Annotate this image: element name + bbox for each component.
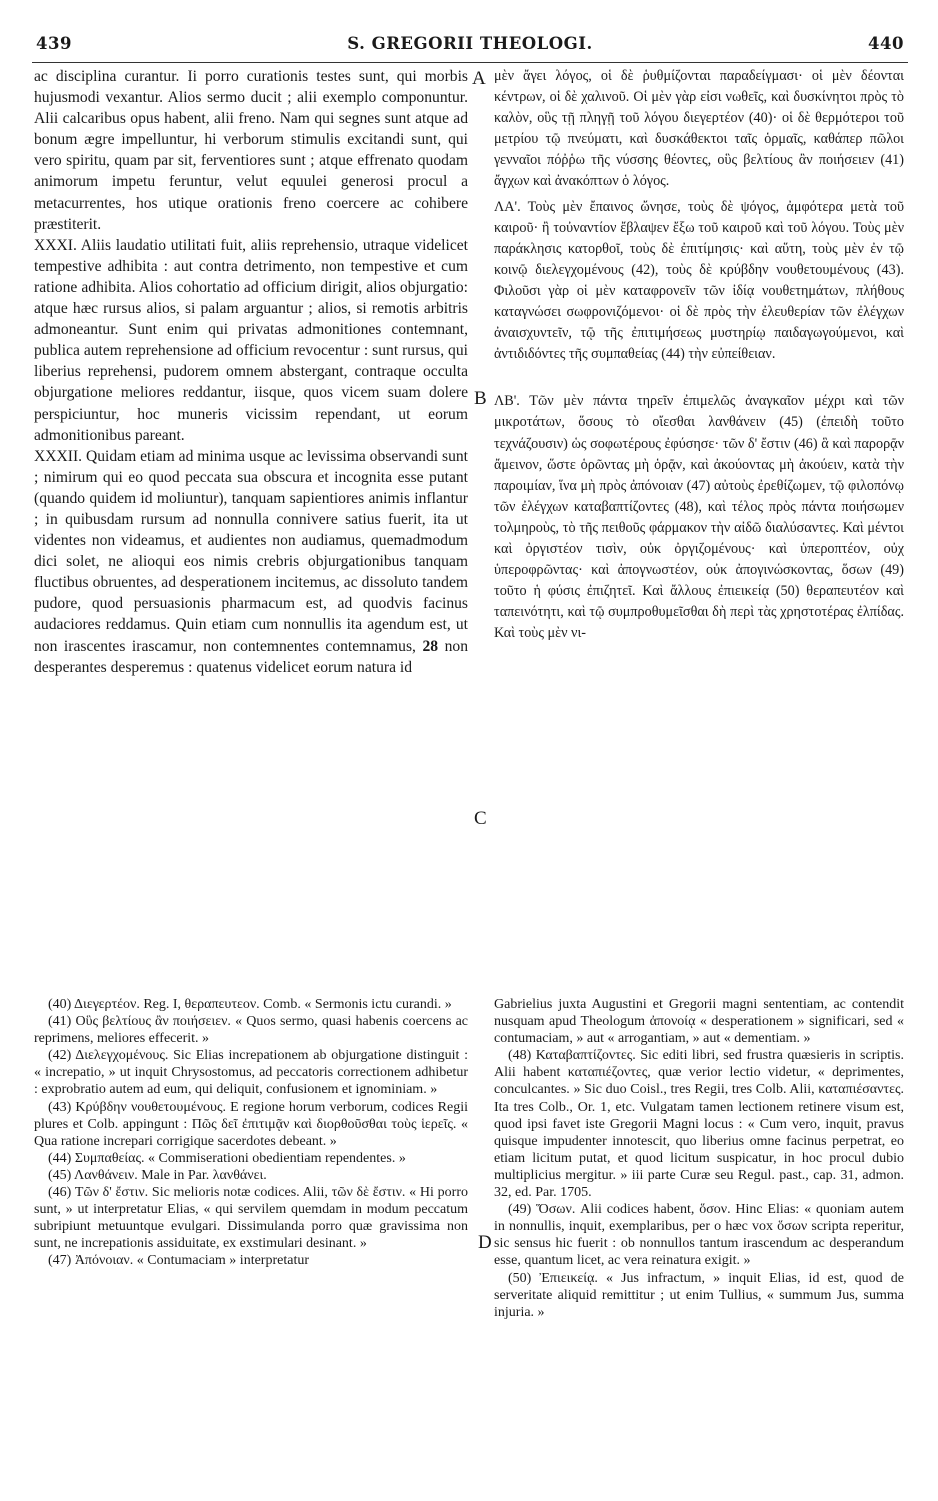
running-header	[36, 34, 904, 58]
footnotes-right	[494, 996, 904, 1486]
greek-column	[494, 66, 904, 978]
running-title: S. GREGORII THEOLOGI.	[347, 34, 593, 53]
greek-paragraph-1: μὲν ἄγει λόγος, οἱ δὲ ῥυθμίζονται παραδείγμασι· οἱ μὲν δέονται κέντρων, οἱ δὲ χαλινοῦ. Οἱ μὲν γὰρ εἰσι νωθεῖς, καὶ δυσκίνητοι πρὸς τὸ καλὸν, οὓς τῇ πληγῇ τοῦ λόγου διεγερτέον (40)· οἱ δὲ θερμότεροι τοῦ μετρίου τῷ πνεύματι, καὶ δυσκάθεκτοι ταῖς ὁρμαῖς, καθάπερ πῶλοι γενναῖοι πόῤῥω τῆς νύσσης θέοντες, οὓς βελτίους ἂν ποιήσειεν (41) ἄγχων καὶ ἀνακόπτων ὁ λόγος.	[494, 68, 904, 190]
latin-paragraph-xxxi: XXXI. Aliis laudatio utilitati fuit, aliis reprehensio, utraque videlicet tempestive adhibita : aut contra detrimento, non tempestive et cum ratione adhibita. Alios cohortatio ad officium dirigit, alios objurgatio: atque hæc rursus alios, si palam arguantur ; alios, si remotis arbitris admoneantur. Sunt enim qui privatas admonitiones contemnant, publica autem reprehensione ad officium revocentur : sunt rursus, qui liberius reprehensi, pudorem omnem abstergant, contraque occulta objurgatione meliores reddantur, iisque, quos vicem suam dolere perspiciuntur, hoc muneris vicissim rependant, ut eorum admonitionibus pareant.	[34, 236, 468, 444]
footnote-42: (42) Διελεγχομένους. Sic Elias increpationem ab objurgatione distinguit : « increpatio, » ut inquit Chrysostomus, ad peccatoris correctionem adhibetur : exprobratio autem ad eum, qui deliquit, confusionem et ignominiam. »	[34, 1048, 468, 1098]
spacer	[494, 365, 904, 391]
page-number-right: 440	[868, 34, 904, 53]
footnote-48: (48) Καταβαπτίζοντες. Sic editi libri, sed frustra quæsieris in scriptis. Alii habent καταπιέζοντες, quæ verior lectio videtur, « deprimentes, conculcantes. » Sic duo Coisl., tres Regii, tres Colb. Alii, καταπιέσαντες. Ita tres Colb., Or. 1, etc. Vulgatam tamen lectionem retinere visum est, quod ipsi favet iste Gregorii Magni locus : « Cum vero, inquit, pravus quisque impudenter innotescit, quo liberius omne facinus perpetrat, eo etiam licitum putat, et quod licitum suspicatur, in hoc procul dubio multiplicius mergitur. » iii parte Curæ seu Regul. past., cap. 31, admon. 32, ed. Par. 1705.	[494, 1048, 904, 1201]
margin-number: 28	[422, 637, 439, 655]
greek-paragraph-la: ΛΑ'. Τοὺς μὲν ἔπαινος ὤνησε, τοὺς δὲ ψόγος, ἀμφότερα μετὰ τοῦ καιροῦ· ἢ τοὐναντίον ἔβλαψεν ἔξω τοῦ καιροῦ καὶ τοῦ λόγου. Τοὺς μὲν παράκλησις κατορθοῖ, τοὺς δὲ ἐπιτίμησις· καὶ αὕτη, τοὺς μὲν ἐν τῷ κοινῷ διελεγχομένους (42), τοὺς δὲ κρύβδην νουθετουμένους (43). Φιλοῦσι γὰρ οἱ μὲν καταφρονεῖν τῶν ἰδίᾳ νουθετημάτων, πλήθους καταγνώσει σωφρονιζόμενοι· οἱ δὲ πρὸς τὴν ἐλευθερίαν τῶν ἐλέγχων ἀναισχυντεῖν, τῷ τῆς ἐπιτιμήσεως μυστηρίῳ παιδαγωγούμενοι, καὶ ἀντιδιδόντες τῆς συμπαθείας (44) τὴν εὐπείθειαν.	[494, 198, 904, 363]
margin-marker-a: A	[472, 68, 486, 89]
footnote-44: (44) Συμπαθείας. « Commiserationi obedientiam rependentes. »	[48, 1150, 406, 1166]
footnote-50: (50) Ἐπιεικείᾳ. « Jus infractum, » inquit Elias, id est, quod de serveritate aliquid remittitur ; ut enim Tullius, « summum Jus, summa injuria. »	[494, 1270, 904, 1320]
footnote-41: (41) Οὓς βελτίους ἂν ποιήσειεν. « Quos sermo, quasi habenis coercens ac reprimens, meliores effecerit. »	[34, 1014, 468, 1047]
footnotes-left	[34, 996, 468, 1486]
footnote-49: (49) Ὅσων. Alii codices habent, ὅσον. Hinc Elias: « quoniam autem in nonnullis, inquit, exemplaribus, per o hæc vox ὅσων scripta reperitur, sic sensus hic fuerit : ob nonnullos tantum irascendum ac desperandum esse, quantum licet, ac vera reinatura exigit. »	[494, 1202, 904, 1269]
latin-column	[34, 66, 468, 978]
latin-paragraph-xxxii	[34, 446, 468, 678]
page-number-left: 439	[36, 34, 72, 53]
footnote-47: (47) Ἀπόνοιαν. « Contumaciam » interpretatur	[48, 1253, 309, 1269]
latin-text: non desperantes desperemus : quatenus videlicet eorum natura id	[34, 637, 468, 676]
footnote-40: (40) Διεγερτέον. Reg. I, θεραπευτεον. Comb. « Sermonis ictu curandi. »	[48, 997, 452, 1012]
margin-marker-d: D	[478, 1232, 492, 1253]
margin-marker-c: C	[474, 808, 487, 829]
footnote-47-cont: Gabrielius juxta Augustini et Gregorii magni sententiam, ac contendit nusquam apud Theologum ἀπονοίᾳ « desperationem » significari, sed « contumaciam, » aut « arrogantiam, » aut « dementiam. »	[494, 997, 904, 1047]
header-rule	[32, 62, 908, 63]
footnote-43: (43) Κρύβδην νουθετουμένους. E regione horum verborum, codices Regii plures et Colb. appingunt : Πῶς δεῖ ἐπιτιμᾷν καὶ διορθοῦσθαι τοὺς ἱερεῖς. « Qua ratione increpari corrigique sacerdotes debeant. »	[34, 1099, 468, 1149]
latin-paragraph-1: ac disciplina curantur. Ii porro curationis testes sunt, qui morbis hujusmodi vexantur. Alios sermo ducit ; alii exemplo componuntur. Alii calcaribus opus habent, alii freno. Nam qui segnes sunt atque ad bonum ægre impelluntur, hi verborum stimulis excitandi sunt, qui vero spiritu, quam par sit, ferventiores sunt ; atque effrenato quodam animorum impetu feruntur, velut equulei generosi procul a metacurrentes, hos utique orationis freno coercere ac cohibere præstiterit.	[34, 68, 468, 233]
margin-marker-b: B	[474, 388, 487, 409]
footnote-45: (45) Λανθάνειν. Male in Par. λανθάνει.	[48, 1167, 267, 1183]
greek-paragraph-lb: ΛΒ'. Τῶν μὲν πάντα τηρεῖν ἐπιμελῶς ἀναγκαῖον μέχρι καὶ τῶν μικροτάτων, ὅσους τὸ οἴεσθαι λανθάνειν (45) (ἐπειδὴ τοῦτο τεχνάζουσιν) ὡς σοφωτέρους ἐφύσησε· τῶν δ' ἔστιν (46) ἃ καὶ παρορᾷν ἄμεινον, ὥστε ὁρῶντας μὴ ὁρᾷν, καὶ ἀκούοντας μὴ ἀκούειν, κατὰ τὴν παροιμίαν, ἵνα μὴ πρὸς ἀπόνοιαν (47) αὐτοὺς ἐρεθίζωμεν, τῷ φιλοπόνῳ τῶν ἐλέγχων καταβαπτίζοντες (48), καὶ τέλος πρὸς πάντα ποιήσωμεν τολμηροὺς, τὸ τῆς πειθοῦς φάρμακον τὴν αἰδῶ διαλύσαντες. Καὶ μέντοι καὶ ὀργιστέον τισὶν, οὐκ ὀργιζομένους· καὶ ὑπεροπτέον, οὐχ ὑπεροφρῶντας· καὶ ἀπογνωστέον, οὐκ ἀπογινώσκοντας, ὅσων (49) τοῦτο ἡ φύσις ἐπιζητεῖ. Καὶ ἄλλους ἐπιεικείᾳ (50) θεραπευτέον καὶ ταπεινότητι, καὶ τῷ συμπροθυμεῖσθαι δὴ περὶ τὰς χρηστοτέρας ἐλπίδας. Καὶ τοὺς μὲν νι-	[494, 393, 904, 642]
latin-text: XXXII. Quidam etiam ad minima usque ac levissima observandi sunt ; nimirum qui eo quod peccata sua obscura et incognita esse putant (quando quidem id moliuntur), tanquam sapientiores animis inflantur ; in quibusdam rursum ad nonnulla connivere satius fuerit, ita ut videntes non videamus, et audientes non audiamus, quemadmodum dici solet, ne alioqui eos nimis crebris objurgationibus tanquam fluctibus obruentes, ad desperationem incitemus, ac dissoluto tandem pudore, quod persuasionis pharmacum est, ad quodvis facinus audaciores reddamus. Quin etiam cum nonnullis ita agendum est, ut non irascentes irascamur, non contemnentes contemnamus,	[34, 447, 468, 655]
footnote-46: (46) Τῶν δ' ἔστιν. Sic melioris notæ codices. Alii, τῶν δὲ ἔστιν. « Hi porro sunt, » ut interpretatur Elias, « qui servilem quemdam in modum peccatum subripiunt metuuntque evulgari. Dissimulanda porro quæ gravissima non sunt, ne increpationis assiduitate, ex exstimulari desinant. »	[34, 1185, 468, 1252]
